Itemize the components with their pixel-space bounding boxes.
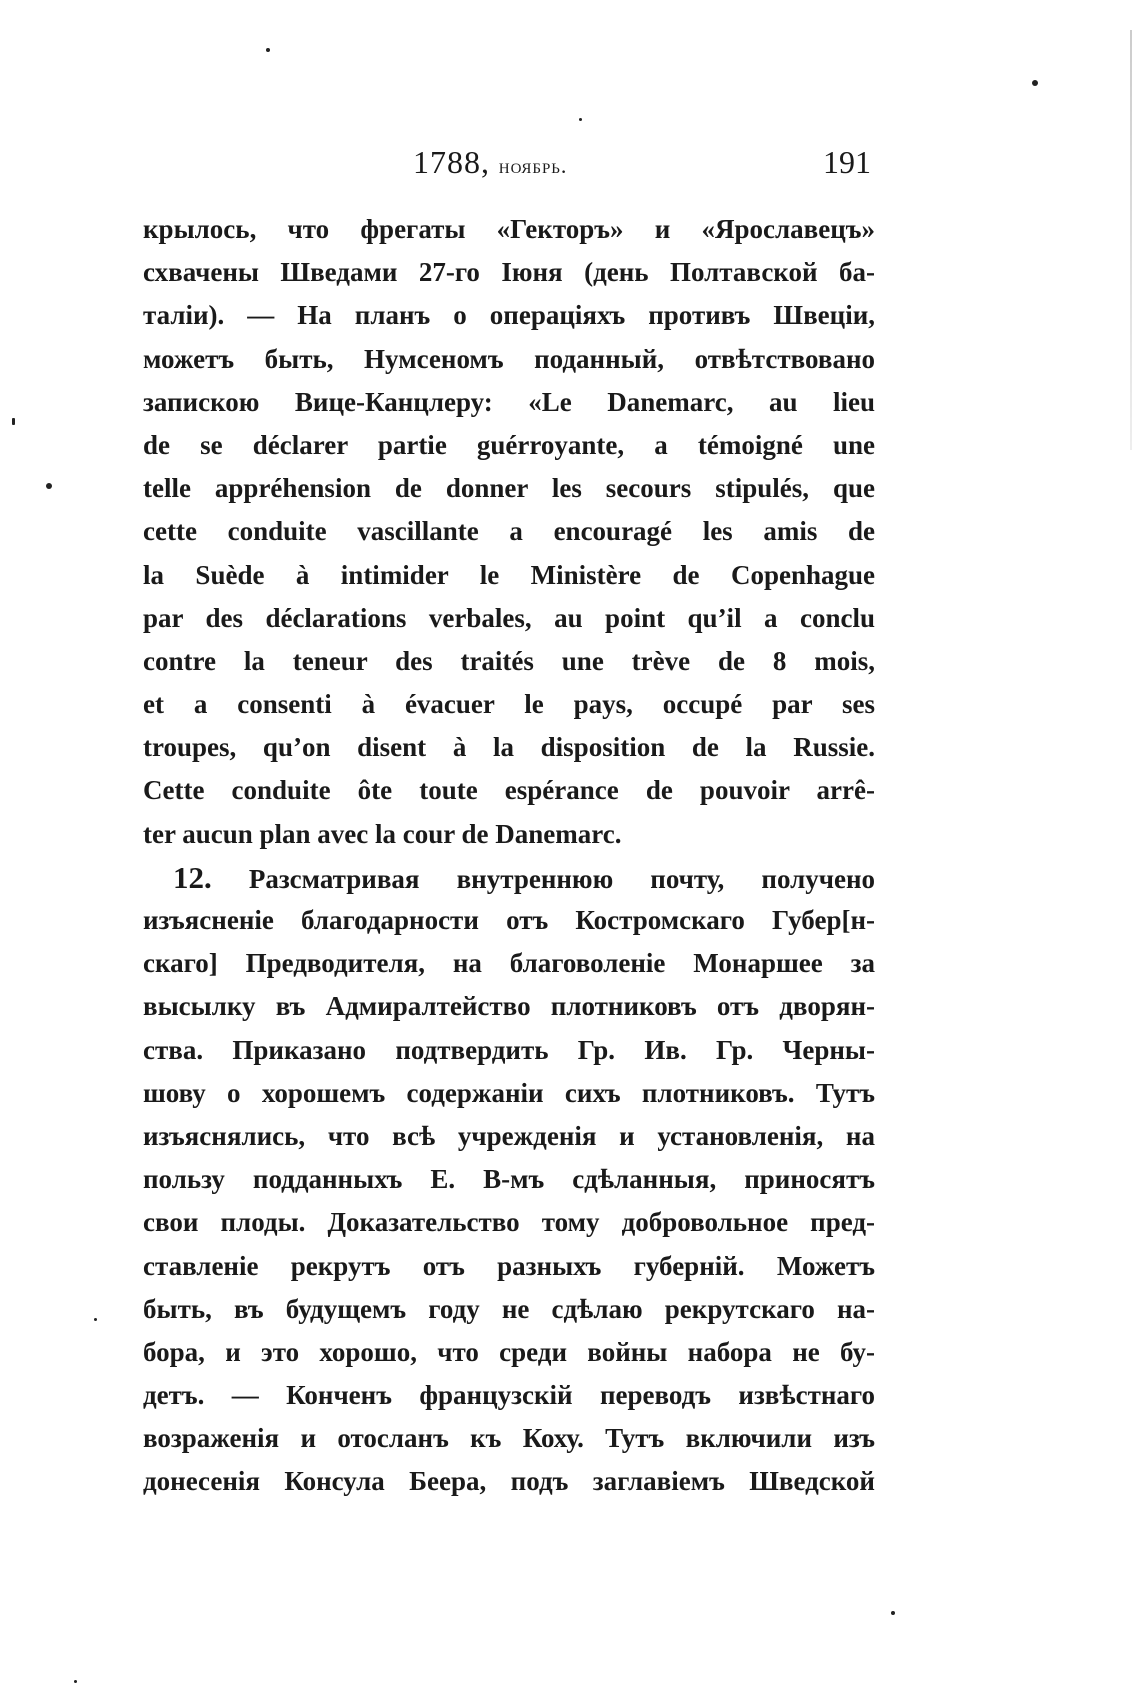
text-line: таліи). — На планъ о операціяхъ противъ Швеціи, (143, 300, 875, 331)
text-line: крылось, что фрегаты «Гекторъ» и «Ярославецъ» (143, 214, 875, 244)
text-line: можетъ быть, Нумсеномъ поданный, отвѣтствовано (143, 343, 875, 374)
text-line: telle appréhension de donner les secours stipulés, que (143, 473, 875, 504)
body-text (143, 208, 875, 1504)
speck-dot (74, 1680, 77, 1683)
text-line: ter aucun plan avec la cour de Danemarc. (143, 818, 622, 849)
text-line: изъяснялись, что всѣ учрежденія и установленія, на (143, 1120, 875, 1151)
text-line: возраженія и отосланъ къ Коху. Тутъ включили изъ (143, 1423, 875, 1454)
speck-dot (1032, 80, 1038, 86)
text-line: ставленіе рекрутъ отъ разныхъ губерній. Можетъ (143, 1250, 875, 1281)
text-line: шову о хорошемъ содержаніи сихъ плотниковъ. Тутъ (143, 1077, 875, 1108)
text-line: la Suède à intimider le Ministère de Copenhague (143, 559, 875, 590)
text-line: бора, и это хорошо, что среди войны набора не бу- (143, 1336, 875, 1367)
speck-dot (891, 1611, 895, 1615)
speck-dot (94, 1318, 97, 1321)
text-line: донесенія Консула Беера, подъ заглавіемъ Шведской (143, 1466, 875, 1497)
text-line: пользу подданныхъ Е. В-мъ сдѣланныя, приносятъ (143, 1164, 875, 1195)
text-line: par des déclarations verbales, au point qu’il a conclu (143, 602, 875, 633)
speck-dot (579, 118, 582, 121)
text-line: скаго] Предводителя, на благоволеніе Монаршее за (143, 948, 875, 979)
text-line: ства. Приказано подтвердить Гр. Ив. Гр. Черны- (143, 1034, 875, 1065)
header-month: ноябрь. (498, 153, 568, 178)
text-line: схвачены Шведами 27-го Іюня (день Полтавской ба- (143, 257, 875, 288)
text-line: детъ. — Конченъ французскій переводъ извѣстнаго (143, 1380, 875, 1411)
text-line: изъясненіе благодарности отъ Костромскаго Губер[н- (143, 905, 875, 935)
text-line: быть, въ будущемъ году не сдѣлаю рекрутскаго на- (143, 1293, 875, 1324)
speck-dot (46, 483, 52, 489)
text-line: contre la teneur des traités une trève de 8 mois, (143, 645, 875, 676)
text-line: cette conduite vascillante a encouragé les amis de (143, 516, 875, 547)
entry-first-line (143, 856, 875, 899)
text-line: запискою Вице-Канцлеру: «Le Danemarc, au lieu (143, 386, 875, 417)
speck-dot (266, 48, 270, 52)
entry-first-line-text: Разсматривая внутреннюю почту, получено (248, 863, 875, 894)
text-line: et a consenti à évacuer le pays, occupé par ses (143, 689, 875, 720)
text-line: Cette conduite ôte toute espérance de pouvoir arrê- (143, 775, 875, 806)
text-line: высылку въ Адмиралтейство плотниковъ отъ дворян- (143, 991, 875, 1022)
text-line: свои плоды. Доказательство тому добровольное пред- (143, 1207, 875, 1238)
header-date (413, 142, 567, 186)
speck-dot (12, 418, 15, 425)
running-header (143, 142, 875, 182)
text-line: de se déclarer partie guérroyante, a témoigné une (143, 429, 875, 460)
header-year: 1788, (413, 144, 490, 180)
text-line: troupes, qu’on disent à la disposition de la Russie. (143, 732, 875, 763)
entry-date-number: 12. (173, 859, 212, 895)
page-edge-shadow (1130, 30, 1132, 450)
page-number: 191 (823, 144, 871, 180)
